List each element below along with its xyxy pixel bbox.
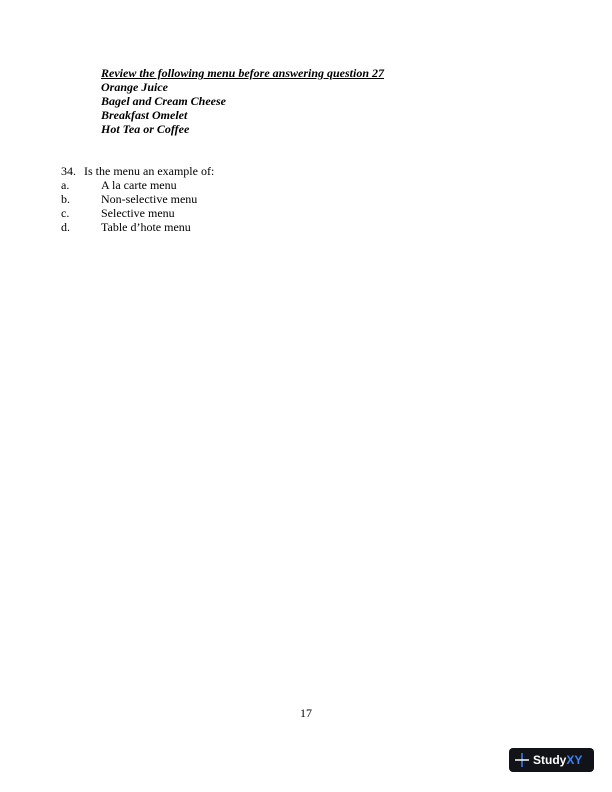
menu-item: Hot Tea or Coffee bbox=[101, 122, 190, 136]
option-text: Selective menu bbox=[101, 206, 175, 220]
option-letter: c. bbox=[61, 206, 70, 220]
option-letter: a. bbox=[61, 178, 70, 192]
brand-name-study: Study bbox=[533, 753, 567, 767]
question-block bbox=[61, 164, 214, 234]
question-stem bbox=[61, 164, 214, 178]
menu-item: Bagel and Cream Cheese bbox=[101, 94, 226, 108]
option-d bbox=[61, 220, 214, 234]
option-text: Non-selective menu bbox=[101, 192, 198, 206]
option-letter: d. bbox=[61, 220, 70, 234]
option-letter: b. bbox=[61, 192, 70, 206]
option-text: Table d’hote menu bbox=[101, 220, 191, 234]
option-b bbox=[61, 192, 214, 206]
menu-item: Breakfast Omelet bbox=[101, 108, 188, 122]
menu-heading: Review the following menu before answering question 27 bbox=[101, 66, 385, 80]
studyxy-badge[interactable] bbox=[509, 748, 594, 772]
option-c bbox=[61, 206, 214, 220]
plus-icon bbox=[515, 753, 529, 767]
option-text: A la carte menu bbox=[101, 178, 177, 192]
menu-item: Orange Juice bbox=[101, 80, 168, 94]
question-number: 34. bbox=[61, 164, 76, 178]
page-number: 17 bbox=[300, 706, 312, 720]
question-text: Is the menu an example of: bbox=[84, 164, 215, 178]
brand-name-xy: XY bbox=[566, 753, 583, 767]
option-a bbox=[61, 178, 214, 192]
menu-block bbox=[101, 66, 384, 136]
